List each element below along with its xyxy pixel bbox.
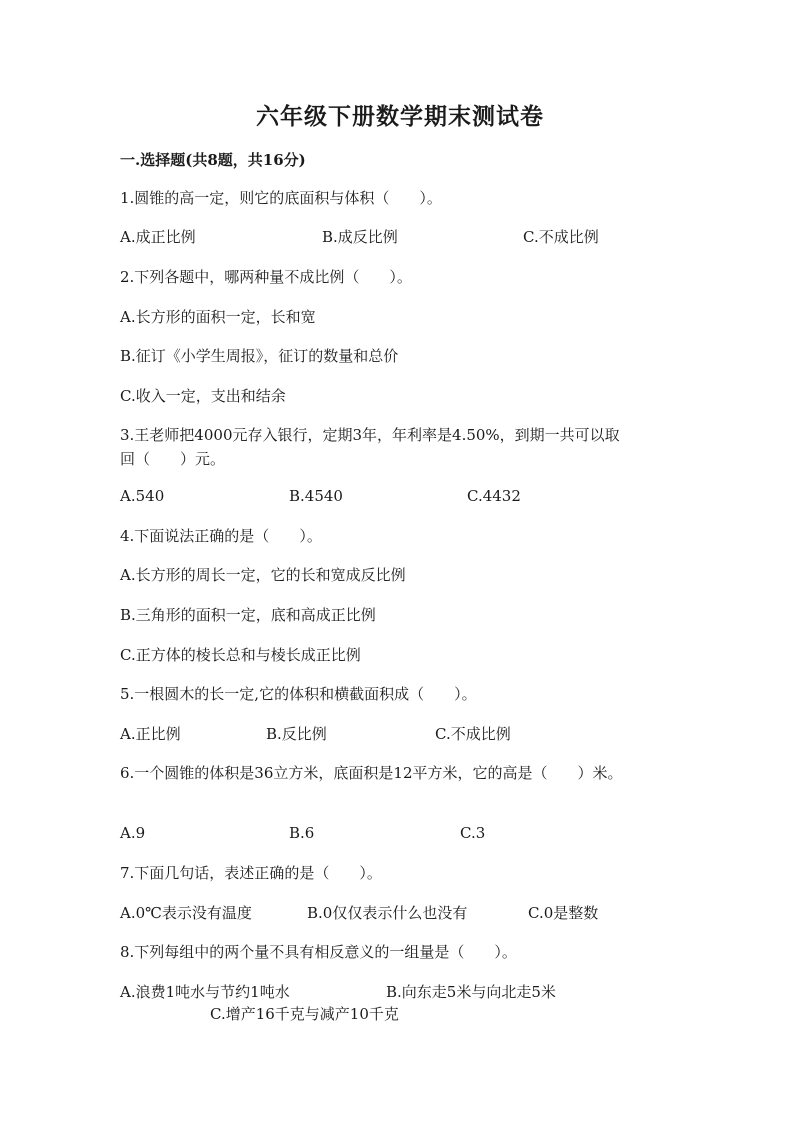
question-6-option-b: B.6 xyxy=(289,824,315,842)
question-3-stem-line-2: 回（ ）元。 xyxy=(120,450,226,468)
question-2-option-a: A.长方形的面积一定，长和宽 xyxy=(120,308,316,326)
question-6-stem: 6.一个圆锥的体积是36立方米，底面积是12平方米，它的高是（ ）米。 xyxy=(120,764,623,782)
question-2-option-b: B.征订《小学生周报》，征订的数量和总价 xyxy=(120,347,399,365)
question-6-option-a: A.9 xyxy=(120,824,146,842)
question-1-stem: 1.圆锥的高一定，则它的底面积与体积（ ）。 xyxy=(120,189,442,207)
question-4-option-a: A.长方形的周长一定，它的长和宽成反比例 xyxy=(120,566,406,584)
question-2-option-c: C.收入一定，支出和结余 xyxy=(120,387,286,405)
question-3-option-c: C.4432 xyxy=(467,487,521,505)
question-6-option-c: C.3 xyxy=(460,824,486,842)
question-3-option-b: B.4540 xyxy=(289,487,343,505)
question-8-stem: 8.下列每组中的两个量不具有相反意义的一组量是（ ）。 xyxy=(120,943,517,961)
question-2-stem: 2.下列各题中，哪两种量不成比例（ ）。 xyxy=(120,268,412,286)
question-5-option-b: B.反比例 xyxy=(266,725,327,743)
question-7-stem: 7.下面几句话，表述正确的是（ ）。 xyxy=(120,864,382,882)
question-5-option-a: A.正比例 xyxy=(120,725,181,743)
question-7-option-c: C.0是整数 xyxy=(528,904,599,922)
question-5-option-c: C.不成比例 xyxy=(435,725,511,743)
question-7-option-a: A.0℃表示没有温度 xyxy=(120,904,252,922)
question-8-option-b: B.向东走5米与向北走5米 xyxy=(386,983,556,1001)
question-8-option-a: A.浪费1吨水与节约1吨水 xyxy=(120,983,290,1001)
question-3-option-a: A.540 xyxy=(120,487,165,505)
question-7-option-b: B.0仅仅表示什么也没有 xyxy=(307,904,468,922)
page-title: 六年级下册数学期末测试卷 xyxy=(256,103,544,130)
question-8-option-c: C.增产16千克与减产10千克 xyxy=(210,1005,399,1023)
question-4-option-c: C.正方体的棱长总和与棱长成正比例 xyxy=(120,646,361,664)
question-1-option-b: B.成反比例 xyxy=(322,228,398,246)
section-heading: 一.选择题(共8题，共16分) xyxy=(120,151,306,169)
question-1-option-a: A.成正比例 xyxy=(120,228,196,246)
question-4-stem: 4.下面说法正确的是（ ）。 xyxy=(120,527,322,545)
question-5-stem: 5.一根圆木的长一定,它的体积和横截面积成（ ）。 xyxy=(120,685,477,703)
question-1-option-c: C.不成比例 xyxy=(523,228,599,246)
question-3-stem-line-1: 3.王老师把4000元存入银行，定期3年，年利率是4.50%，到期一共可以取 xyxy=(120,426,620,444)
question-4-option-b: B.三角形的面积一定，底和高成正比例 xyxy=(120,606,376,624)
